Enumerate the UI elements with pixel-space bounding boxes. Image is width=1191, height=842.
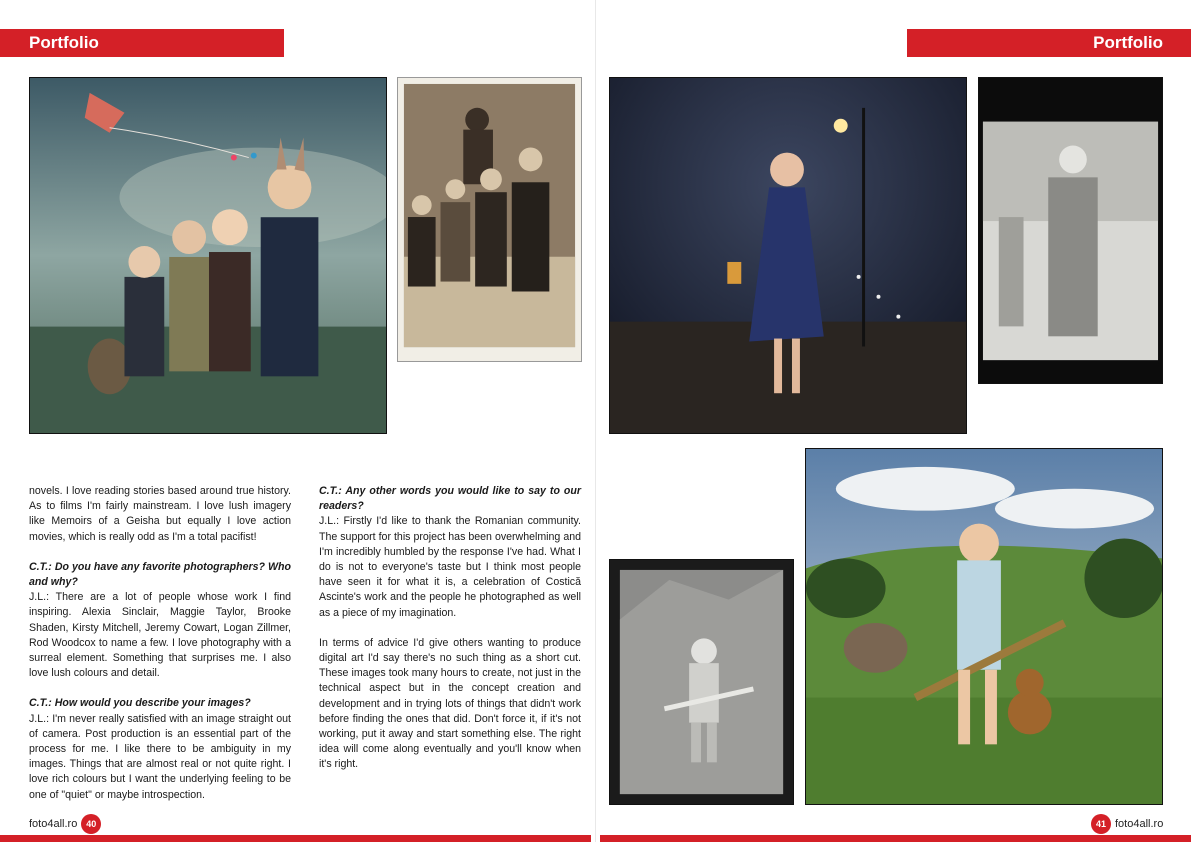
answer: J.L.: There are a lot of people whose work I find inspiring. Alexia Sinclair, Maggie Taylor, Brooke Shaden, Kirsty Mitchell, Jeremy Cowart, Logan Zillmer, Rod Woodcox to name a few. I love photography with a surreal element. Something that surprises me. I also love lush colours and detail. bbox=[29, 591, 291, 680]
photo-vintage-boy-with-rifle bbox=[609, 559, 794, 805]
qa-block bbox=[29, 560, 291, 682]
section-header-left: Portfolio bbox=[0, 29, 284, 57]
page-number-badge: 41 bbox=[1091, 814, 1111, 834]
section-header-right: Portfolio bbox=[907, 29, 1191, 57]
site-name: foto4all.ro bbox=[1115, 818, 1164, 830]
qa-block bbox=[319, 484, 581, 621]
article-column-1 bbox=[29, 484, 291, 818]
photo-boy-with-horn-in-meadow bbox=[805, 448, 1163, 805]
footer-left bbox=[29, 813, 101, 835]
photo-vintage-girl-floral-dress bbox=[978, 77, 1163, 384]
question: C.T.: How would you describe your images? bbox=[29, 697, 251, 710]
photo-vintage-family-portrait bbox=[397, 77, 582, 362]
page-gutter bbox=[595, 0, 596, 842]
article-column-2 bbox=[319, 484, 581, 788]
footer-rule-left bbox=[0, 835, 591, 842]
question: C.T.: Do you have any favorite photographers? Who and why? bbox=[29, 560, 291, 589]
answer: J.L.: Firstly I'd like to thank the Romanian community. The support for this project has been overwhelming and I'm incredibly humbled by the response I've had. What I do is not to everyone's taste but I think most people have seen it for what it is, a celebration of Costică Ascinte's work and the people he photographed as well as a piece of my imagination. bbox=[319, 515, 581, 619]
question: C.T.: Any other words you would like to say to our readers? bbox=[319, 485, 581, 513]
footer-rule-right bbox=[600, 835, 1191, 842]
photo-kids-with-animal-ears bbox=[29, 77, 387, 434]
footer-right bbox=[1091, 813, 1163, 835]
page-number-badge: 40 bbox=[81, 814, 101, 834]
photo-girl-with-lantern-on-bridge bbox=[609, 77, 967, 434]
site-name: foto4all.ro bbox=[29, 818, 78, 830]
answer: J.L.: I'm never really satisfied with an image straight out of camera. Post production is an essential part of the process for me. I like there to be ambiguity in my images. Things that are almost real or not quite right. I love rich colours but I want the underlying feeling to be one of "quiet" or maybe introspection. bbox=[29, 712, 291, 801]
paragraph: novels. I love reading stories based around true history. As to films I'm fairly mainstream. I love lush imagery like Memoirs of a Geisha but equally I love action movies, which is really odd as I'm a total pacifist! bbox=[29, 485, 291, 543]
qa-block bbox=[29, 696, 291, 802]
paragraph: In terms of advice I'd give others wanting to produce digital art I'd say there's no such thing as a short cut. These images took many hours to create, not just in the technical aspect but in the concept creation and development and in trying lots of things that didn't work before finding the ones that did. Don't force it, if it's not working, put it away and start something else. The right idea will come along eventually and you'll know when it's right. bbox=[319, 636, 581, 771]
